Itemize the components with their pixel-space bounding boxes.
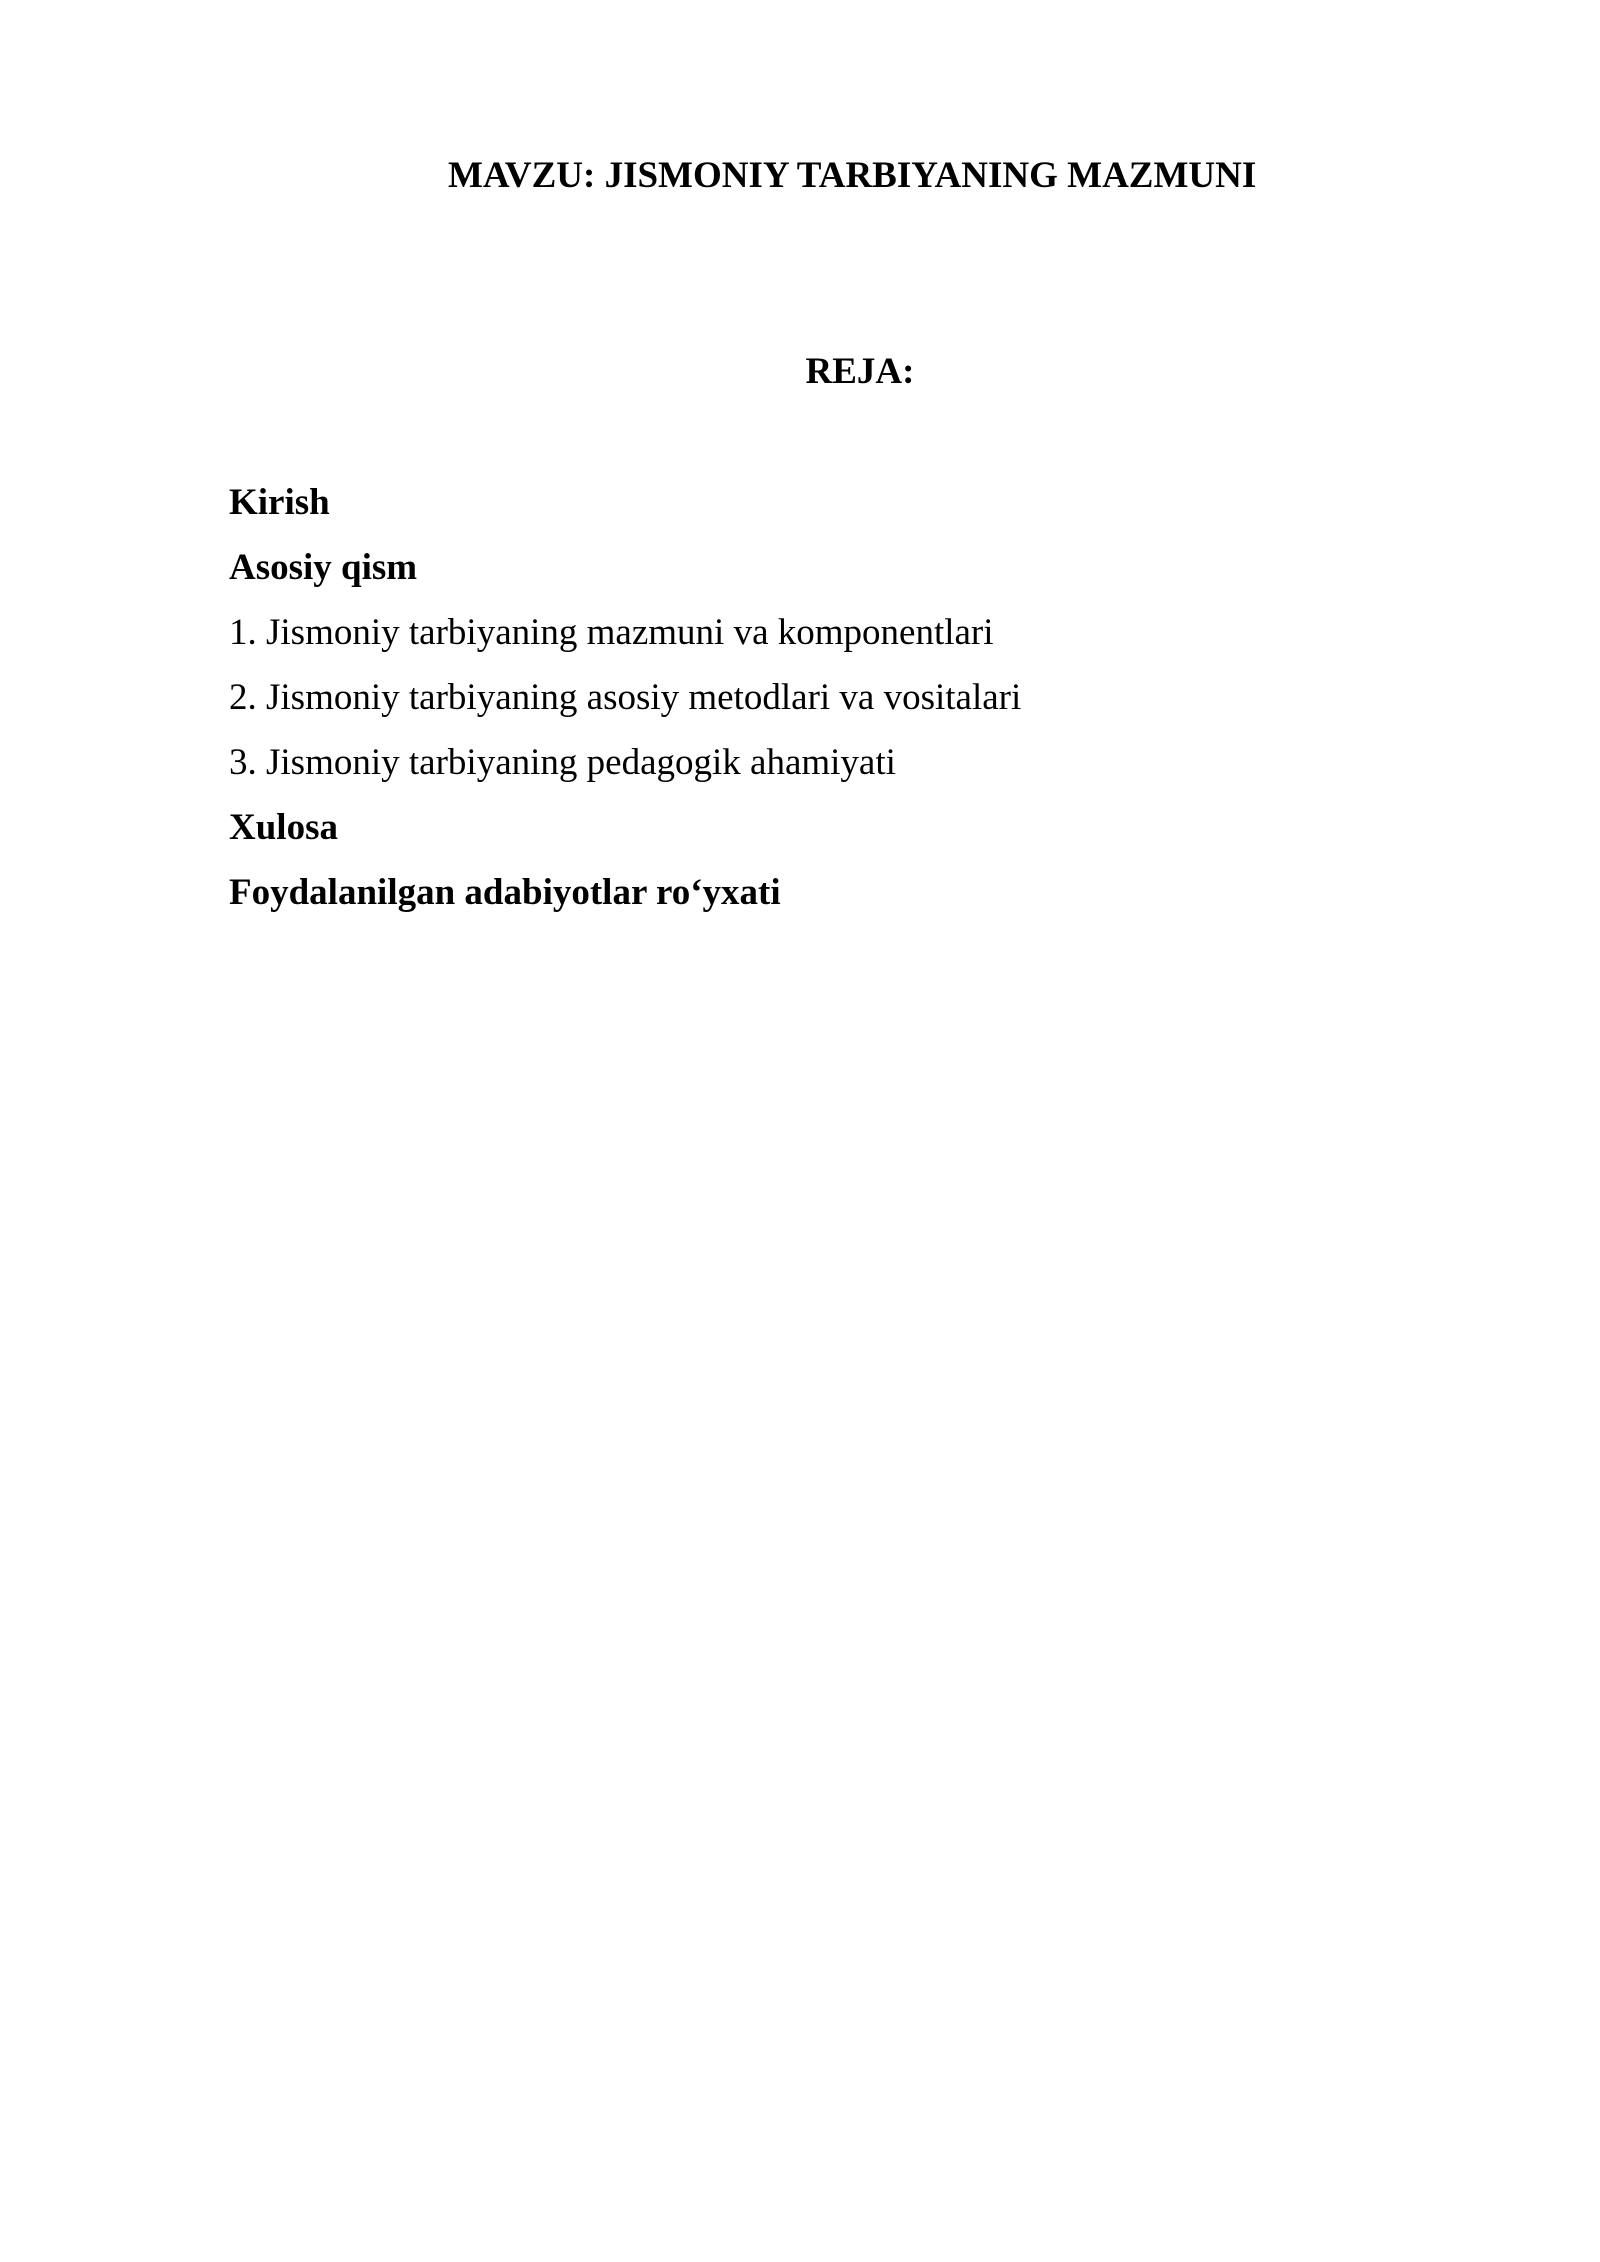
plan-item-content-components: 1. Jismoniy tarbiyaning mazmuni va komponentlari [229, 612, 994, 653]
plan-item-introduction: Kirish [229, 482, 330, 523]
plan-heading: REJA: [805, 351, 915, 392]
plan-item-references: Foydalanilgan adabiyotlar ro‘yxati [229, 872, 781, 913]
plan-item-pedagogical-importance: 3. Jismoniy tarbiyaning pedagogik ahamiyati [229, 742, 896, 783]
plan-item-methods-tools: 2. Jismoniy tarbiyaning asosiy metodlari va vositalari [229, 677, 1022, 718]
plan-item-conclusion: Xulosa [229, 807, 338, 848]
plan-item-main-part: Asosiy qism [229, 547, 418, 588]
plan-list [229, 470, 1429, 925]
topic-title: MAVZU: JISMONIY TARBIYANING MAZMUNI [448, 155, 1257, 196]
